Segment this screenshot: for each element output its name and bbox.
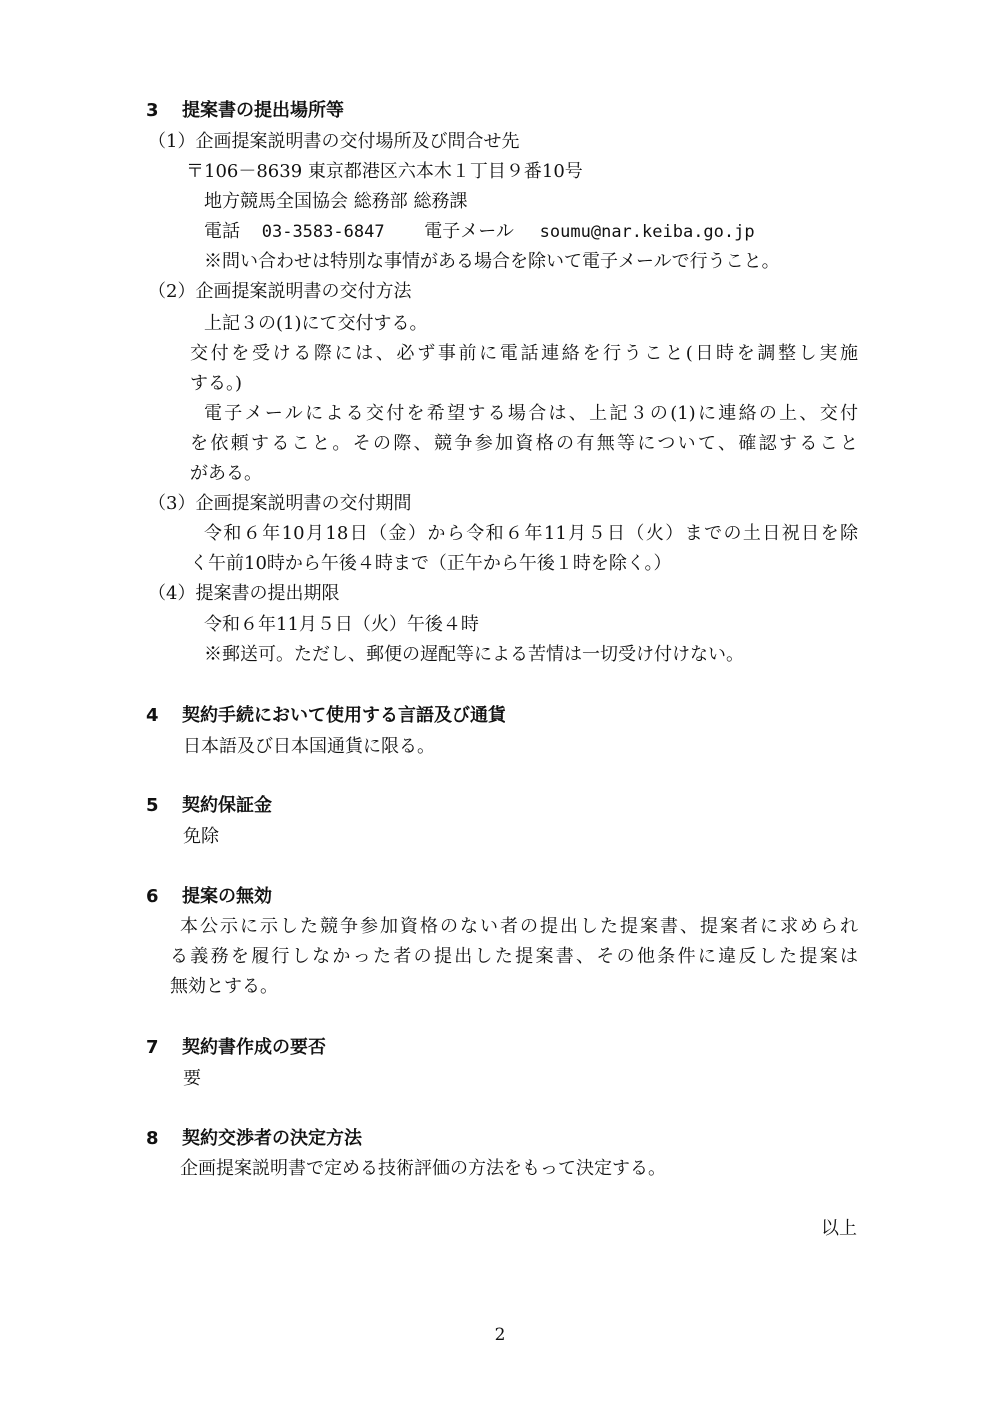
section-6-line-3: 無効とする。: [170, 976, 278, 997]
section-number: 6: [146, 886, 159, 907]
sub-3-line-1: 令和６年10月18日（金）から令和６年11月５日（火）までの土日祝日を除: [204, 523, 858, 544]
section-number: 5: [146, 795, 159, 816]
tel-number: 03-3583-6847: [261, 222, 385, 242]
section-number: 8: [146, 1128, 159, 1149]
section-6-heading: [146, 882, 272, 912]
sub-2-line-1: 上記３の(1)にて交付する。: [204, 313, 428, 334]
sub-1-label: （1）企画提案説明書の交付場所及び問合せ先: [148, 131, 520, 152]
sub-4-line-1: 令和６年11月５日（火）午後４時: [204, 614, 479, 635]
section-5-heading: [146, 791, 272, 821]
section-title: 契約手続において使用する言語及び通貨: [182, 705, 506, 726]
section-title: 提案の無効: [182, 886, 272, 907]
section-4-body: 日本語及び日本国通貨に限る。: [183, 736, 435, 757]
section-6-line-2: る義務を履行しなかった者の提出した提案書、その他条件に違反した提案は: [170, 946, 858, 967]
sub-3-line-2: く午前10時から午後４時まで（正午から午後１時を除く。）: [190, 553, 672, 574]
section-3-heading: [146, 96, 344, 126]
email-address: soumu@nar.keiba.go.jp: [539, 222, 755, 242]
section-title: 契約保証金: [182, 795, 272, 816]
sub-2-line-2: 交付を受ける際には、必ず事前に電話連絡を行うこと(日時を調整し実施: [190, 343, 858, 364]
contact-organization: 地方競馬全国協会 総務部 総務課: [204, 191, 468, 212]
contact-line: [204, 217, 755, 247]
section-number: 4: [146, 705, 159, 726]
section-4-heading: [146, 701, 506, 731]
section-title: 提案書の提出場所等: [182, 100, 344, 121]
section-6-line-1: 本公示に示した競争参加資格のない者の提出した提案書、提案者に求められ: [180, 916, 858, 937]
section-7-body: 要: [183, 1068, 201, 1089]
inquiry-note: ※問い合わせは特別な事情がある場合を除いて電子メールで行うこと。: [204, 251, 780, 272]
section-number: 7: [146, 1037, 159, 1058]
tel-label: 電話: [204, 221, 240, 242]
page-number: 2: [494, 1325, 506, 1345]
sub-2-line-5: を依頼すること。その際、競争参加資格の有無等について、確認すること: [190, 433, 858, 454]
sub-3-label: （3）企画提案説明書の交付期間: [148, 493, 412, 514]
section-8-body: 企画提案説明書で定める技術評価の方法をもって決定する。: [180, 1158, 666, 1179]
postal-address: 〒106－8639 東京都港区六本木１丁目９番10号: [186, 161, 583, 182]
sub-2-line-4: 電子メールによる交付を希望する場合は、上記３の(1)に連絡の上、交付: [204, 403, 858, 424]
sub-2-line-6: がある。: [190, 463, 262, 484]
closing-text: 以上: [821, 1218, 857, 1239]
section-title: 契約書作成の要否: [182, 1037, 326, 1058]
section-number: 3: [146, 100, 159, 121]
sub-2-label: （2）企画提案説明書の交付方法: [148, 281, 412, 302]
email-label: 電子メール: [424, 221, 514, 242]
sub-4-line-2: ※郵送可。ただし、郵便の遅配等による苦情は一切受け付けない。: [204, 644, 744, 665]
section-title: 契約交渉者の決定方法: [182, 1128, 362, 1149]
section-8-heading: [146, 1124, 362, 1154]
sub-2-line-3: する。): [190, 373, 243, 394]
sub-4-label: （4）提案書の提出期限: [148, 583, 340, 604]
section-7-heading: [146, 1033, 326, 1063]
section-5-body: 免除: [183, 826, 219, 847]
